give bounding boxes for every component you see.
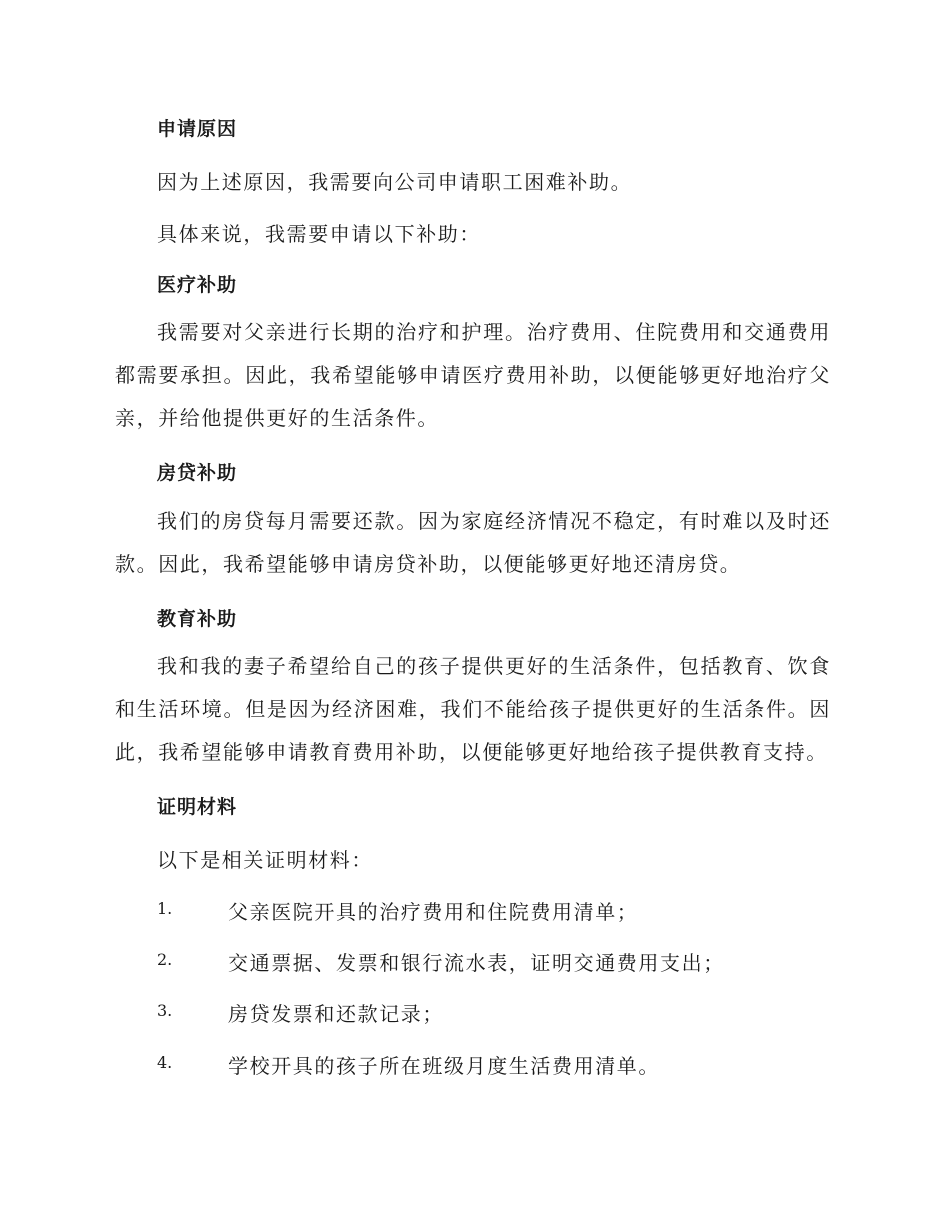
paragraph-medical: 我需要对父亲进行长期的治疗和护理。治疗费用、住院费用和交通费用都需要承担。因此，我希望能够申请医疗费用补助，以便能够更好地治疗父亲，并给他提供更好的生活条件。 <box>115 320 831 430</box>
list-number: 1. <box>157 899 173 918</box>
proof-intro: 以下是相关证明材料： <box>157 848 373 872</box>
heading-mortgage: 房贷补助 <box>157 462 238 484</box>
heading-medical: 医疗补助 <box>157 274 238 296</box>
paragraph-education: 我和我的妻子希望给自己的孩子提供更好的生活条件，包括教育、饮食和生活环境。但是因为经济困难，我们不能给孩子提供更好的生活条件。因此，我希望能够申请教育费用补助，以便能够更好地给孩子提供教育支持。 <box>115 654 831 764</box>
list-text: 学校开具的孩子所在班级月度生活费用清单。 <box>228 1054 660 1078</box>
reason-line-2: 具体来说，我需要申请以下补助： <box>157 222 481 246</box>
list-text: 父亲医院开具的治疗费用和住院费用清单； <box>228 900 639 924</box>
list-text: 交通票据、发票和银行流水表，证明交通费用支出； <box>228 951 725 975</box>
list-number: 2. <box>157 950 173 969</box>
paragraph-mortgage: 我们的房贷每月需要还款。因为家庭经济情况不稳定，有时难以及时还款。因此，我希望能够申请房贷补助，以便能够更好地还清房贷。 <box>115 509 831 576</box>
heading-proof: 证明材料 <box>157 796 238 818</box>
heading-reason: 申请原因 <box>157 118 238 140</box>
list-number: 4. <box>157 1053 173 1072</box>
list-number: 3. <box>157 1001 173 1020</box>
list-text: 房贷发票和还款记录； <box>228 1002 444 1026</box>
reason-line-1: 因为上述原因，我需要向公司申请职工困难补助。 <box>157 170 633 194</box>
heading-education: 教育补助 <box>157 608 238 630</box>
